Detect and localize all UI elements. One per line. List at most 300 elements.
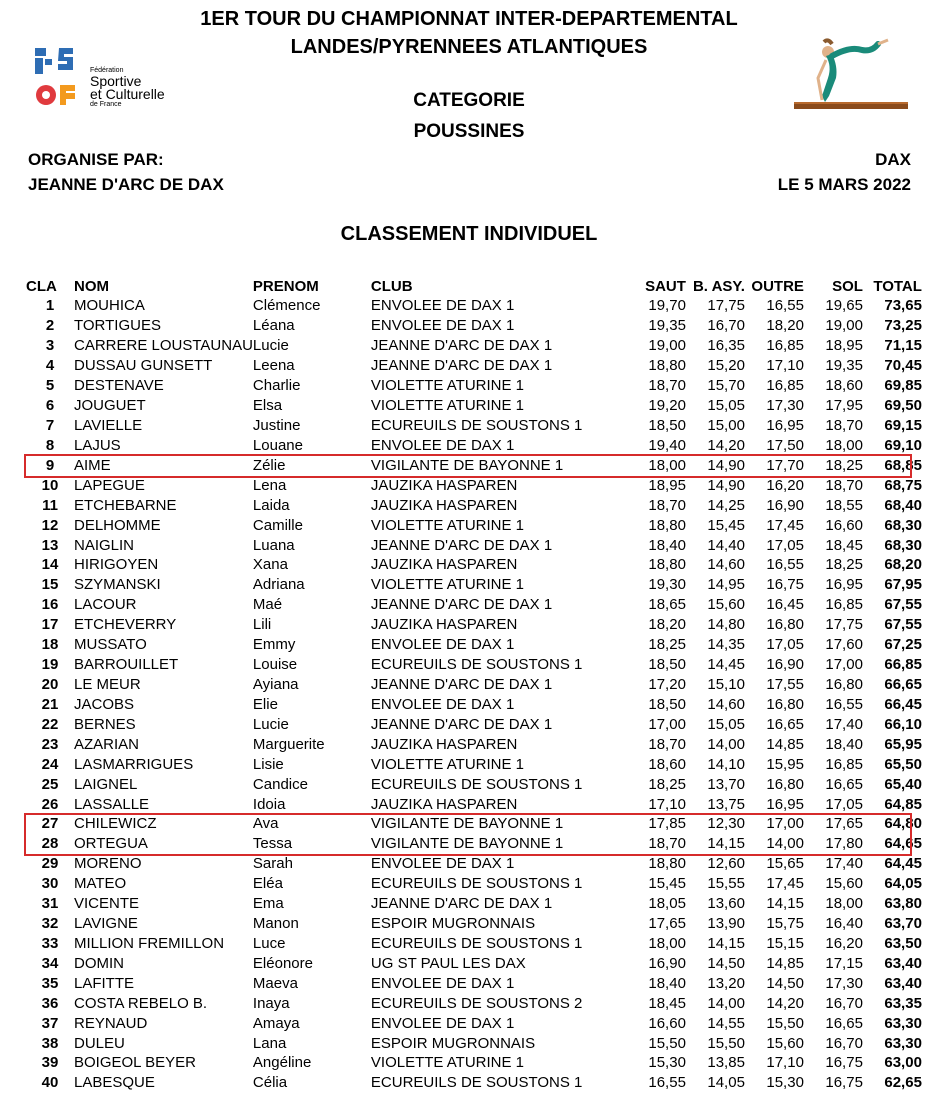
table-row <box>26 555 922 575</box>
cell-saut: 18,70 <box>648 835 686 853</box>
cell-b-asy: 13,75 <box>707 795 745 813</box>
cell-rank: 25 <box>41 775 59 793</box>
cell-rank: 4 <box>45 357 55 375</box>
table-row <box>26 356 922 376</box>
col-header-saut: SAUT <box>645 277 686 295</box>
cell-first-name: Louise <box>252 656 298 674</box>
cell-b-asy: 15,20 <box>707 357 745 375</box>
col-header-total: TOTAL <box>873 277 922 295</box>
cell-first-name: Elsa <box>252 397 283 415</box>
cell-first-name: Amaya <box>252 1014 300 1032</box>
cell-saut: 15,45 <box>648 875 686 893</box>
cell-outre: 15,95 <box>766 755 804 773</box>
cell-club: JAUZIKA HASPAREN <box>370 476 518 494</box>
cell-saut: 19,40 <box>648 436 686 454</box>
cell-last-name: LASSALLE <box>74 795 150 813</box>
category-value: POUSSINES <box>413 121 525 142</box>
cell-rank: 12 <box>41 516 59 534</box>
cell-sol: 16,20 <box>825 934 863 952</box>
cell-saut: 15,50 <box>648 1034 686 1052</box>
cell-first-name: Ema <box>252 895 284 913</box>
cell-sol: 17,65 <box>825 815 863 833</box>
cell-outre: 17,10 <box>766 1054 804 1072</box>
cell-last-name: LAJUS <box>74 436 121 454</box>
cell-club: JAUZIKA HASPAREN <box>370 556 518 574</box>
table-row <box>26 694 922 714</box>
cell-last-name: DOMIN <box>74 954 124 972</box>
table-row <box>26 1053 922 1073</box>
cell-saut: 18,50 <box>648 656 686 674</box>
cell-rank: 18 <box>41 636 59 654</box>
cell-sol: 16,75 <box>825 1054 863 1072</box>
event-date: LE 5 MARS 2022 <box>777 175 911 194</box>
cell-last-name: BOIGEOL BEYER <box>74 1054 196 1072</box>
section-title: CLASSEMENT INDIVIDUEL <box>340 223 598 245</box>
cell-rank: 5 <box>45 377 55 395</box>
cell-outre: 17,30 <box>766 397 804 415</box>
cell-first-name: Laida <box>252 496 290 514</box>
cell-club: JEANNE D'ARC DE DAX 1 <box>370 715 553 733</box>
cell-sol: 17,40 <box>825 855 863 873</box>
cell-b-asy: 14,15 <box>707 835 745 853</box>
cell-last-name: CHILEWICZ <box>74 815 157 833</box>
cell-club: VIGILANTE DE BAYONNE 1 <box>370 456 564 474</box>
cell-total: 66,85 <box>884 656 922 674</box>
cell-club: VIOLETTE ATURINE 1 <box>370 516 525 534</box>
cell-first-name: Léana <box>252 317 295 335</box>
cell-saut: 18,70 <box>648 377 686 395</box>
cell-saut: 15,30 <box>648 1054 686 1072</box>
cell-first-name: Clémence <box>252 297 321 315</box>
cell-last-name: MATEO <box>74 875 127 893</box>
cell-last-name: AIME <box>74 456 111 474</box>
cell-first-name: Lisie <box>252 755 284 773</box>
cell-first-name: Angéline <box>252 1054 312 1072</box>
table-row <box>26 953 922 973</box>
cell-last-name: MOUHICA <box>74 297 145 315</box>
title-line-1: 1ER TOUR DU CHAMPIONNAT INTER-DEPARTEMENTAL <box>200 8 738 30</box>
cell-outre: 15,65 <box>766 855 804 873</box>
cell-total: 65,50 <box>884 755 922 773</box>
cell-b-asy: 14,95 <box>707 576 745 594</box>
cell-saut: 18,80 <box>648 556 686 574</box>
cell-outre: 16,65 <box>766 715 804 733</box>
cell-first-name: Louane <box>252 436 303 454</box>
cell-club: VIGILANTE DE BAYONNE 1 <box>370 815 564 833</box>
cell-sol: 16,80 <box>825 675 863 693</box>
cell-club: UG ST PAUL LES DAX <box>370 954 526 972</box>
cell-outre: 15,60 <box>766 1034 804 1052</box>
cell-total: 68,20 <box>884 556 922 574</box>
cell-b-asy: 14,00 <box>707 994 745 1012</box>
cell-club: ENVOLEE DE DAX 1 <box>370 436 515 454</box>
cell-saut: 18,40 <box>648 974 686 992</box>
cell-first-name: Emmy <box>252 636 296 654</box>
results-table <box>26 276 922 1093</box>
cell-saut: 17,10 <box>648 795 686 813</box>
col-header-nom: NOM <box>74 277 109 295</box>
cell-first-name: Luce <box>252 934 286 952</box>
cell-sol: 18,40 <box>825 735 863 753</box>
cell-saut: 18,00 <box>648 934 686 952</box>
cell-saut: 19,30 <box>648 576 686 594</box>
cell-saut: 18,20 <box>648 616 686 634</box>
table-row <box>26 854 922 874</box>
cell-saut: 18,25 <box>648 775 686 793</box>
cell-rank: 7 <box>45 416 55 434</box>
cell-last-name: VICENTE <box>74 895 140 913</box>
cell-total: 71,15 <box>884 337 922 355</box>
cell-saut: 18,40 <box>648 536 686 554</box>
cell-first-name: Justine <box>252 416 301 434</box>
cell-saut: 18,80 <box>648 855 686 873</box>
cell-b-asy: 15,45 <box>707 516 745 534</box>
cell-rank: 19 <box>41 656 59 674</box>
cell-outre: 18,20 <box>766 317 804 335</box>
cell-total: 63,35 <box>884 994 922 1012</box>
cell-sol: 17,80 <box>825 835 863 853</box>
cell-club: ECUREUILS DE SOUSTONS 1 <box>370 656 583 674</box>
table-header-row <box>26 276 922 296</box>
cell-rank: 30 <box>41 875 59 893</box>
cell-b-asy: 14,40 <box>707 536 745 554</box>
cell-club: VIGILANTE DE BAYONNE 1 <box>370 835 564 853</box>
table-row <box>26 973 922 993</box>
cell-saut: 18,80 <box>648 516 686 534</box>
cell-club: VIOLETTE ATURINE 1 <box>370 397 525 415</box>
cell-outre: 17,05 <box>766 636 804 654</box>
cell-outre: 17,70 <box>766 456 804 474</box>
cell-last-name: LAPEGUE <box>74 476 145 494</box>
cell-sol: 16,65 <box>825 1014 863 1032</box>
cell-outre: 17,45 <box>766 516 804 534</box>
cell-b-asy: 14,00 <box>707 735 745 753</box>
cell-outre: 17,00 <box>766 815 804 833</box>
cell-first-name: Idoia <box>252 795 286 813</box>
cell-last-name: LE MEUR <box>74 675 141 693</box>
cell-rank: 26 <box>41 795 59 813</box>
cell-club: JEANNE D'ARC DE DAX 1 <box>370 536 553 554</box>
cell-sol: 19,00 <box>825 317 863 335</box>
cell-b-asy: 14,55 <box>707 1014 745 1032</box>
cell-club: ESPOIR MUGRONNAIS <box>370 1034 536 1052</box>
table-row <box>26 615 922 635</box>
cell-saut: 18,65 <box>648 596 686 614</box>
cell-rank: 3 <box>45 337 55 355</box>
cell-last-name: LAVIGNE <box>74 915 138 933</box>
cell-b-asy: 14,10 <box>707 755 745 773</box>
cell-saut: 18,00 <box>648 456 686 474</box>
cell-rank: 39 <box>41 1054 59 1072</box>
cell-saut: 18,60 <box>648 755 686 773</box>
cell-outre: 17,10 <box>766 357 804 375</box>
cell-total: 63,40 <box>884 974 922 992</box>
cell-first-name: Maeva <box>252 974 298 992</box>
cell-b-asy: 15,50 <box>707 1034 745 1052</box>
cell-total: 67,55 <box>884 596 922 614</box>
cell-outre: 16,55 <box>766 556 804 574</box>
cell-first-name: Sarah <box>252 855 293 873</box>
organiser-name: JEANNE D'ARC DE DAX <box>28 175 224 194</box>
cell-b-asy: 13,90 <box>707 915 745 933</box>
highlight-box-row-9 <box>24 454 912 478</box>
cell-saut: 17,00 <box>648 715 686 733</box>
cell-first-name: Eléonore <box>252 954 313 972</box>
cell-b-asy: 14,90 <box>707 476 745 494</box>
cell-b-asy: 13,70 <box>707 775 745 793</box>
cell-outre: 15,75 <box>766 915 804 933</box>
cell-total: 69,10 <box>884 436 922 454</box>
table-row <box>26 934 922 954</box>
cell-outre: 17,55 <box>766 675 804 693</box>
cell-rank: 13 <box>41 536 59 554</box>
cell-sol: 17,40 <box>825 715 863 733</box>
event-city: DAX <box>875 150 911 169</box>
cell-outre: 15,50 <box>766 1014 804 1032</box>
cell-club: JAUZIKA HASPAREN <box>370 616 518 634</box>
cell-total: 66,45 <box>884 695 922 713</box>
table-row <box>26 774 922 794</box>
cell-total: 69,50 <box>884 397 922 415</box>
cell-club: JAUZIKA HASPAREN <box>370 496 518 514</box>
cell-club: ESPOIR MUGRONNAIS <box>370 915 536 933</box>
cell-outre: 15,15 <box>766 934 804 952</box>
cell-total: 68,85 <box>884 456 922 474</box>
table-row <box>26 1013 922 1033</box>
cell-outre: 16,80 <box>766 775 804 793</box>
cell-sol: 17,95 <box>825 397 863 415</box>
cell-first-name: Zélie <box>252 456 286 474</box>
cell-saut: 18,95 <box>648 476 686 494</box>
cell-last-name: BERNES <box>74 715 136 733</box>
cell-first-name: Lili <box>252 616 272 634</box>
cell-club: ENVOLEE DE DAX 1 <box>370 695 515 713</box>
cell-last-name: LABESQUE <box>74 1074 155 1092</box>
cell-saut: 18,50 <box>648 695 686 713</box>
cell-last-name: LACOUR <box>74 596 137 614</box>
cell-rank: 10 <box>41 476 59 494</box>
cell-last-name: LASMARRIGUES <box>74 755 194 773</box>
cell-club: ENVOLEE DE DAX 1 <box>370 636 515 654</box>
cell-sol: 18,45 <box>825 536 863 554</box>
cell-rank: 35 <box>41 974 59 992</box>
cell-last-name: SZYMANSKI <box>74 576 161 594</box>
cell-club: JEANNE D'ARC DE DAX 1 <box>370 895 553 913</box>
cell-total: 66,65 <box>884 675 922 693</box>
cell-club: ECUREUILS DE SOUSTONS 2 <box>370 994 583 1012</box>
cell-total: 63,70 <box>884 915 922 933</box>
cell-club: ECUREUILS DE SOUSTONS 1 <box>370 1074 583 1092</box>
cell-rank: 23 <box>41 735 59 753</box>
cell-saut: 19,35 <box>648 317 686 335</box>
cell-club: JAUZIKA HASPAREN <box>370 735 518 753</box>
cell-b-asy: 14,20 <box>707 436 745 454</box>
cell-b-asy: 12,30 <box>707 815 745 833</box>
cell-saut: 18,70 <box>648 735 686 753</box>
cell-sol: 16,40 <box>825 915 863 933</box>
cell-first-name: Manon <box>252 915 299 933</box>
cell-first-name: Elie <box>252 695 278 713</box>
cell-outre: 16,55 <box>766 297 804 315</box>
cell-saut: 16,55 <box>648 1074 686 1092</box>
cell-club: ECUREUILS DE SOUSTONS 1 <box>370 416 583 434</box>
table-row <box>26 376 922 396</box>
cell-sol: 18,60 <box>825 377 863 395</box>
cell-b-asy: 14,05 <box>707 1074 745 1092</box>
table-row <box>26 874 922 894</box>
cell-first-name: Célia <box>252 1074 288 1092</box>
cell-sol: 18,55 <box>825 496 863 514</box>
cell-outre: 17,50 <box>766 436 804 454</box>
table-row <box>26 535 922 555</box>
cell-outre: 16,90 <box>766 656 804 674</box>
cell-total: 63,00 <box>884 1054 922 1072</box>
cell-b-asy: 14,80 <box>707 616 745 634</box>
cell-first-name: Ayiana <box>252 675 299 693</box>
cell-sol: 17,75 <box>825 616 863 634</box>
cell-sol: 16,65 <box>825 775 863 793</box>
cell-outre: 14,00 <box>766 835 804 853</box>
cell-total: 67,55 <box>884 616 922 634</box>
cell-last-name: ETCHEVERRY <box>74 616 177 634</box>
cell-last-name: TORTIGUES <box>74 317 161 335</box>
cell-b-asy: 14,50 <box>707 954 745 972</box>
cell-first-name: Candice <box>252 775 308 793</box>
cell-first-name: Marguerite <box>252 735 325 753</box>
organise-par-label: ORGANISE PAR: <box>28 150 164 169</box>
cell-saut: 18,50 <box>648 416 686 434</box>
cell-club: ENVOLEE DE DAX 1 <box>370 974 515 992</box>
cell-sol: 18,25 <box>825 456 863 474</box>
cell-last-name: JOUGUET <box>74 397 146 415</box>
cell-total: 64,05 <box>884 875 922 893</box>
cell-first-name: Lucie <box>252 337 289 355</box>
cell-club: ECUREUILS DE SOUSTONS 1 <box>370 934 583 952</box>
cell-sol: 17,05 <box>825 795 863 813</box>
cell-b-asy: 14,25 <box>707 496 745 514</box>
cell-rank: 28 <box>41 835 59 853</box>
cell-first-name: Inaya <box>252 994 290 1012</box>
cell-last-name: HIRIGOYEN <box>74 556 159 574</box>
cell-total: 73,65 <box>884 297 922 315</box>
cell-club: VIOLETTE ATURINE 1 <box>370 576 525 594</box>
cell-outre: 16,45 <box>766 596 804 614</box>
cell-sol: 18,00 <box>825 436 863 454</box>
cell-rank: 24 <box>41 755 59 773</box>
cell-outre: 14,20 <box>766 994 804 1012</box>
cell-outre: 16,85 <box>766 337 804 355</box>
table-row <box>26 595 922 615</box>
cell-last-name: MILLION FREMILLON <box>74 934 225 952</box>
cell-first-name: Luana <box>252 536 295 554</box>
cell-sol: 15,60 <box>825 875 863 893</box>
cell-total: 62,65 <box>884 1074 922 1092</box>
cell-last-name: ETCHEBARNE <box>74 496 177 514</box>
cell-outre: 14,85 <box>766 954 804 972</box>
cell-club: ENVOLEE DE DAX 1 <box>370 1014 515 1032</box>
cell-total: 68,40 <box>884 496 922 514</box>
cell-last-name: LAIGNEL <box>74 775 138 793</box>
cell-sol: 16,85 <box>825 755 863 773</box>
cell-outre: 14,85 <box>766 735 804 753</box>
table-row <box>26 993 922 1013</box>
cell-saut: 18,25 <box>648 636 686 654</box>
cell-rank: 11 <box>42 496 58 514</box>
table-row <box>26 714 922 734</box>
cell-first-name: Tessa <box>252 835 293 853</box>
cell-outre: 14,15 <box>766 895 804 913</box>
cell-saut: 19,70 <box>648 297 686 315</box>
cell-last-name: COSTA REBELO B. <box>74 994 208 1012</box>
cell-last-name: CARRERE LOUSTAUNAU <box>74 337 253 355</box>
cell-total: 68,30 <box>884 516 922 534</box>
cell-b-asy: 15,00 <box>707 416 745 434</box>
table-row <box>26 655 922 675</box>
cell-b-asy: 13,85 <box>707 1054 745 1072</box>
cell-b-asy: 13,20 <box>707 974 745 992</box>
fscf-logo-text: Fédération Sportive et Culturelle de France <box>90 67 165 108</box>
cell-rank: 34 <box>41 954 59 972</box>
cell-club: JEANNE D'ARC DE DAX 1 <box>370 337 553 355</box>
cell-total: 63,40 <box>884 954 922 972</box>
cell-saut: 18,05 <box>648 895 686 913</box>
cell-total: 64,85 <box>884 795 922 813</box>
cell-first-name: Lana <box>252 1034 287 1052</box>
table-row <box>26 435 922 455</box>
cell-rank: 21 <box>41 695 59 713</box>
cell-last-name: REYNAUD <box>74 1014 148 1032</box>
cell-b-asy: 15,05 <box>707 397 745 415</box>
cell-rank: 15 <box>41 576 59 594</box>
cell-club: VIOLETTE ATURINE 1 <box>370 377 525 395</box>
cell-sol: 16,55 <box>825 695 863 713</box>
cell-total: 63,80 <box>884 895 922 913</box>
table-row <box>26 894 922 914</box>
cell-b-asy: 13,60 <box>707 895 745 913</box>
cell-saut: 18,80 <box>648 357 686 375</box>
cell-last-name: AZARIAN <box>74 735 140 753</box>
cell-outre: 16,90 <box>766 496 804 514</box>
cell-first-name: Leena <box>252 357 295 375</box>
cell-b-asy: 15,05 <box>707 715 745 733</box>
cell-last-name: DULEU <box>74 1034 125 1052</box>
cell-total: 69,85 <box>884 377 922 395</box>
cell-b-asy: 14,90 <box>707 456 745 474</box>
cell-b-asy: 14,45 <box>707 656 745 674</box>
cell-first-name: Maé <box>252 596 283 614</box>
cell-sol: 18,00 <box>825 895 863 913</box>
col-header-club: CLUB <box>370 277 413 295</box>
cell-sol: 16,70 <box>825 1034 863 1052</box>
col-header-cla: CLA <box>26 277 57 295</box>
cell-rank: 16 <box>41 596 59 614</box>
cell-saut: 17,20 <box>648 675 686 693</box>
cell-outre: 15,30 <box>766 1074 804 1092</box>
cell-sol: 17,30 <box>825 974 863 992</box>
cell-rank: 9 <box>45 456 55 474</box>
cell-sol: 16,70 <box>825 994 863 1012</box>
table-row <box>26 914 922 934</box>
cell-total: 64,45 <box>884 855 922 873</box>
cell-outre: 17,45 <box>766 875 804 893</box>
table-row <box>26 336 922 356</box>
cell-total: 63,30 <box>884 1014 922 1032</box>
table-row <box>26 495 922 515</box>
cell-last-name: DUSSAU GUNSETT <box>74 357 213 375</box>
cell-rank: 22 <box>41 715 59 733</box>
cell-club: ENVOLEE DE DAX 1 <box>370 297 515 315</box>
cell-last-name: NAIGLIN <box>74 536 135 554</box>
